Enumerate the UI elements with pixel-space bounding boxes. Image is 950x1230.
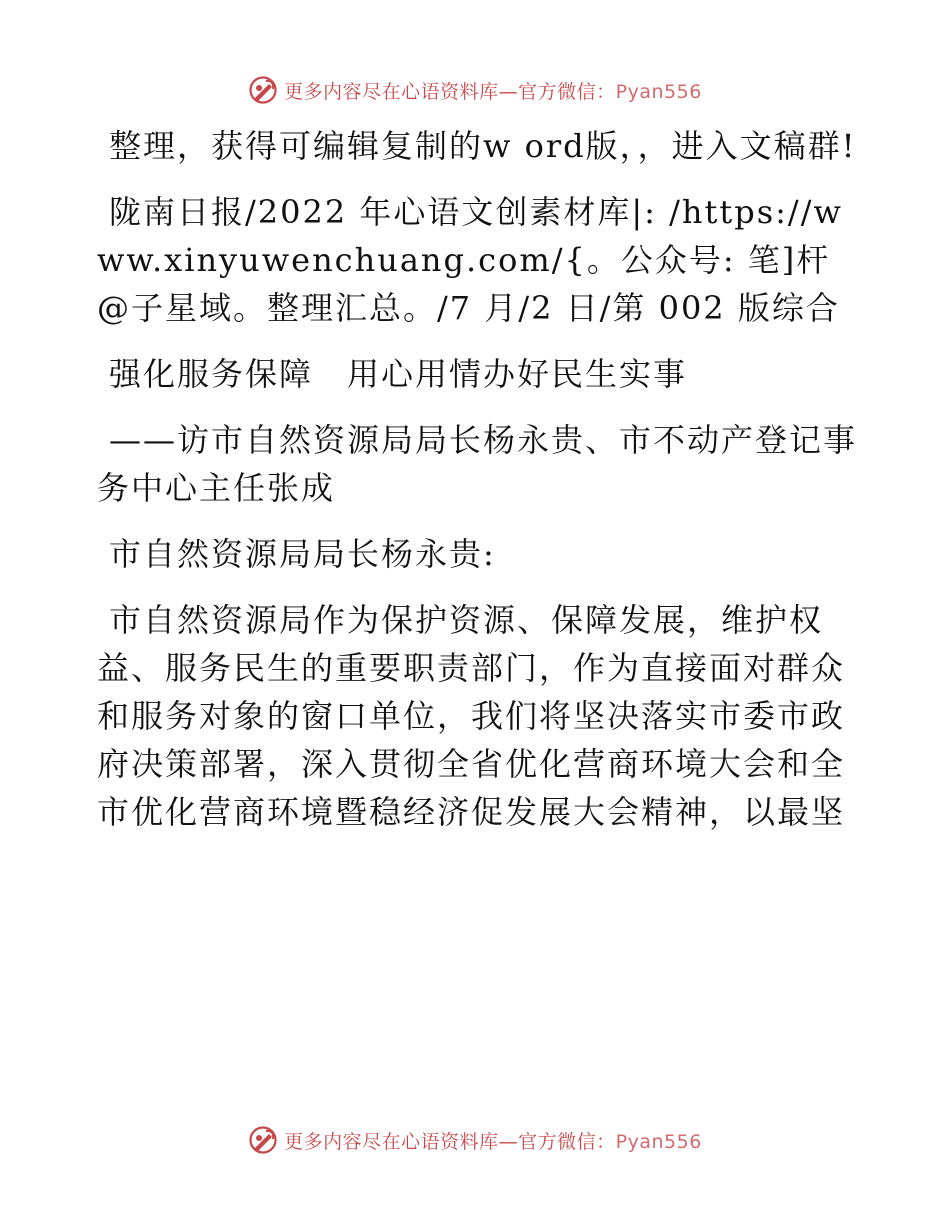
document-body bbox=[97, 122, 857, 856]
watermark-wechat-id: Pyan556 bbox=[615, 80, 702, 103]
footer-watermark bbox=[0, 1122, 950, 1158]
watermark-wechat-id: Pyan556 bbox=[615, 1130, 702, 1153]
article-subtitle: ——访市自然资源局局长杨永贵、市不动产登记事务中心主任张成 bbox=[97, 421, 858, 507]
source-line: 陇南日报/2022 年心语文创素材库|: /https://www.xinyuwenchuang.com/{。公众号: 笔]杆@子星域。整理汇总。/7 月/2 日/第 002 版综合 bbox=[97, 193, 843, 327]
watermark-text: 更多内容尽在心语资料库—官方微信： bbox=[284, 1130, 616, 1153]
body-paragraph: 市自然资源局作为保护资源、保障发展，维护权益、服务民生的重要职责部门，作为直接面对群众和服务对象的窗口单位，我们将坚决落实市委市政府决策部署，深入贯彻全省优化营商环境大会和全市优化营商环境暨稳经济促发展大会精神，以最坚 bbox=[97, 601, 846, 831]
watermark-text: 更多内容尽在心语资料库—官方微信： bbox=[284, 80, 616, 103]
brand-logo-icon bbox=[248, 1125, 278, 1155]
brand-logo-icon bbox=[248, 75, 278, 105]
speaker-label: 市自然资源局局长杨永贵: bbox=[109, 535, 496, 573]
article-title: 强化服务保障 用心用情办好民生实事 bbox=[109, 355, 688, 393]
intro-paragraph: 整理，获得可编辑复制的w ord版，，进入文稿群! bbox=[109, 127, 857, 165]
header-watermark bbox=[0, 72, 950, 108]
